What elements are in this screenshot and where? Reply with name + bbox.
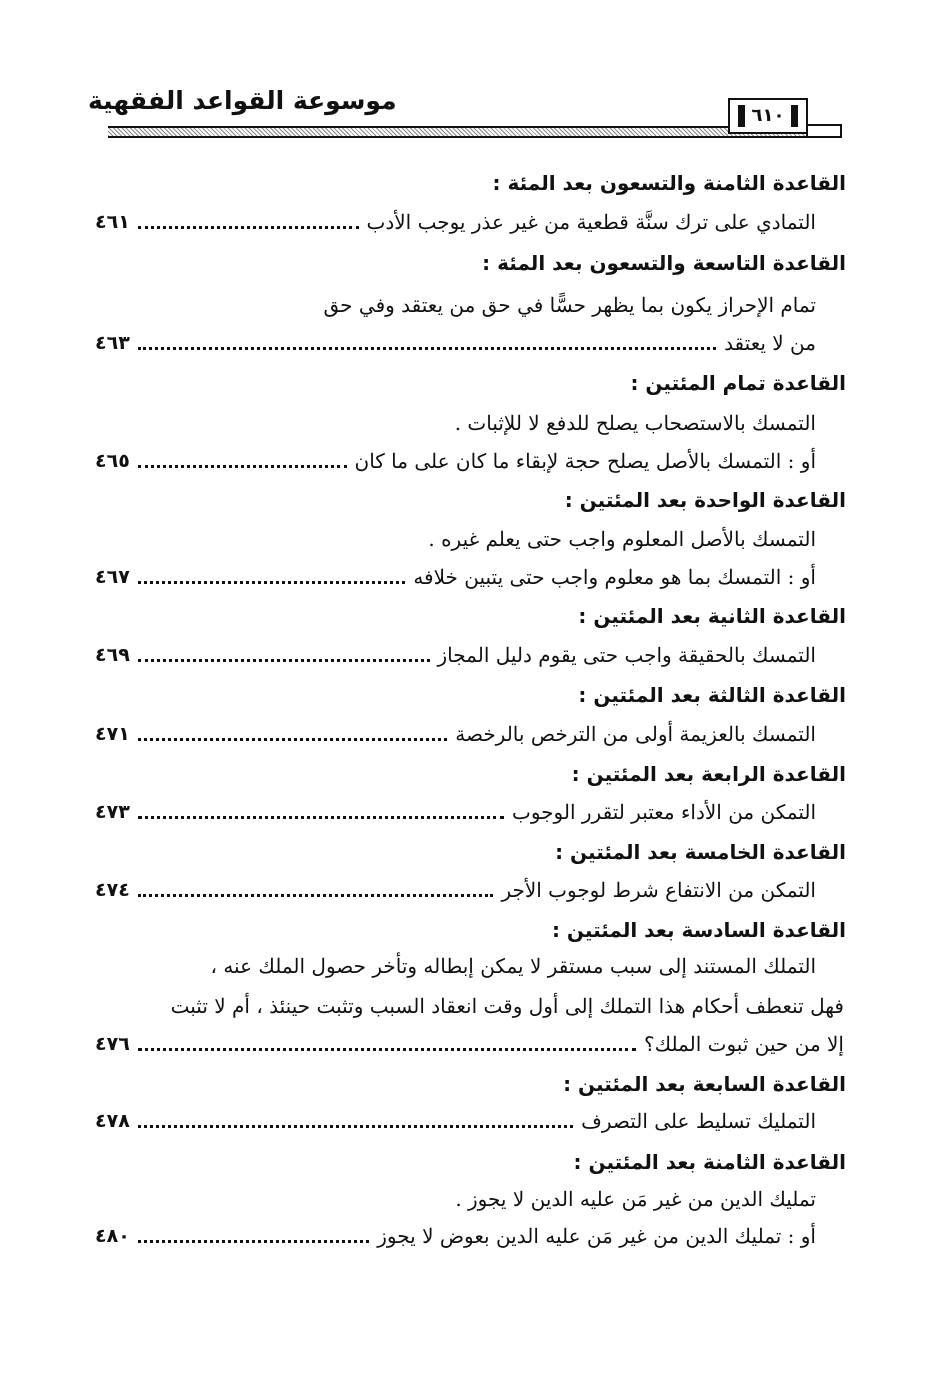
rule-heading (95, 1143, 848, 1181)
dot-leader (138, 1240, 369, 1243)
entry-text: التمسك بالعزيمة أولى من الترخص بالرخصة (455, 722, 816, 746)
heading-text: القاعدة الثالثة بعد المئتين : (578, 683, 846, 707)
rule-heading (95, 244, 848, 282)
entry-text: التمسك بالحقيقة واجب حتى يقوم دليل المجاز (437, 643, 816, 667)
heading-text: القاعدة الثامنة والتسعون بعد المئة : (492, 171, 846, 195)
heading-text: القاعدة السابعة بعد المئتين : (563, 1072, 846, 1096)
entry-page-number: ٤٧٦ (95, 1033, 130, 1055)
entry-text-line (95, 404, 846, 442)
toc-entry (95, 636, 846, 674)
heading-text: القاعدة الثامنة بعد المئتين : (573, 1150, 846, 1174)
toc-entry (95, 1217, 846, 1255)
toc-entry (95, 793, 846, 831)
dot-leader (138, 226, 359, 229)
entry-page-number: ٤٦٧ (95, 566, 130, 588)
toc-entry (95, 442, 846, 480)
rule-heading (95, 911, 848, 949)
entry-text: من لا يعتقد (724, 331, 816, 355)
toc-entry (95, 203, 846, 241)
entry-text-line (95, 520, 846, 558)
dot-leader (138, 465, 347, 468)
entry-text: أو : تمليك الدين من غير مَن عليه الدين بعوض لا يجوز (377, 1224, 816, 1248)
entry-page-number: ٤٧١ (95, 723, 130, 745)
entry-text-line (95, 286, 846, 324)
entry-page-number: ٤٧٣ (95, 801, 130, 823)
entry-text: تمام الإحراز يكون بما يظهر حسًّا في حق من يعتقد وفي حق (323, 293, 816, 317)
entry-text-line (95, 947, 846, 985)
entry-text-line (95, 987, 846, 1025)
entry-text: التمكن من الانتفاع شرط لوجوب الأجر (501, 878, 816, 902)
page-number: ٦١٠ (738, 105, 799, 127)
entry-page-number: ٤٧٤ (95, 879, 130, 901)
rule-heading (95, 597, 848, 635)
entry-page-number: ٤٦٩ (95, 644, 130, 666)
heading-text: القاعدة الثانية بعد المئتين : (578, 604, 846, 628)
page-number-box (728, 98, 808, 134)
toc-entry (95, 871, 846, 909)
toc-entry (95, 558, 846, 596)
entry-text: التمليك تسليط على التصرف (581, 1109, 816, 1133)
heading-text: القاعدة السادسة بعد المئتين : (551, 918, 846, 942)
rule-heading (95, 676, 848, 714)
toc-entry (95, 715, 846, 753)
heading-text: القاعدة الواحدة بعد المئتين : (564, 488, 846, 512)
entry-page-number: ٤٦١ (95, 211, 130, 233)
entry-page-number: ٤٦٥ (95, 450, 130, 472)
page-header (0, 0, 948, 150)
entry-text: التملك المستند إلى سبب مستقر لا يمكن إبطاله وتأخر حصول الملك عنه ، (210, 954, 816, 978)
entry-page-number: ٤٧٨ (95, 1110, 130, 1132)
entry-text-line (95, 1180, 846, 1218)
rule-heading (95, 833, 848, 871)
rule-heading (95, 1065, 848, 1103)
rule-heading (95, 364, 848, 402)
entry-text: إلا من حين ثبوت الملك؟ (643, 1032, 844, 1056)
dot-leader (138, 347, 716, 350)
entry-text: أو : التمسك بالأصل يصلح حجة لإبقاء ما كان على ما كان (354, 449, 816, 473)
toc-entry (95, 324, 846, 362)
dot-leader (138, 659, 430, 662)
heading-text: القاعدة تمام المئتين : (630, 371, 846, 395)
dot-leader (138, 1048, 636, 1051)
rule-heading (95, 481, 848, 519)
heading-text: القاعدة التاسعة والتسعون بعد المئة : (482, 251, 846, 275)
entry-text: أو : التمسك بما هو معلوم واجب حتى يتبين خلافه (413, 565, 816, 589)
toc-entry (95, 1102, 846, 1140)
entry-text: التمادي على ترك سنَّة قطعية من غير عذر يوجب الأدب (366, 210, 816, 234)
heading-text: القاعدة الرابعة بعد المئتين : (571, 762, 846, 786)
entry-page-number: ٤٦٣ (95, 332, 130, 354)
dot-leader (138, 1125, 573, 1128)
toc-entry (95, 1025, 846, 1063)
entry-text: تمليك الدين من غير مَن عليه الدين لا يجوز . (455, 1187, 816, 1211)
rule-heading (95, 755, 848, 793)
book-title: موسوعة القواعد الفقهية (88, 86, 397, 115)
rule-heading (95, 164, 848, 202)
dot-leader (138, 816, 504, 819)
dot-leader (138, 894, 494, 897)
entry-text: التمكن من الأداء معتبر لتقرر الوجوب (512, 800, 816, 824)
entry-text: فهل تنعطف أحكام هذا التملك إلى أول وقت انعقاد السبب وتثبت حينئذ ، أم لا تثبت (170, 994, 844, 1018)
entry-page-number: ٤٨٠ (95, 1225, 130, 1247)
entry-text: التمسك بالاستصحاب يصلح للدفع لا للإثبات . (454, 411, 816, 435)
dot-leader (138, 581, 406, 584)
dot-leader (138, 738, 447, 741)
heading-text: القاعدة الخامسة بعد المئتين : (555, 840, 846, 864)
entry-text: التمسك بالأصل المعلوم واجب حتى يعلم غيره . (428, 527, 816, 551)
header-rule-end (806, 124, 842, 138)
